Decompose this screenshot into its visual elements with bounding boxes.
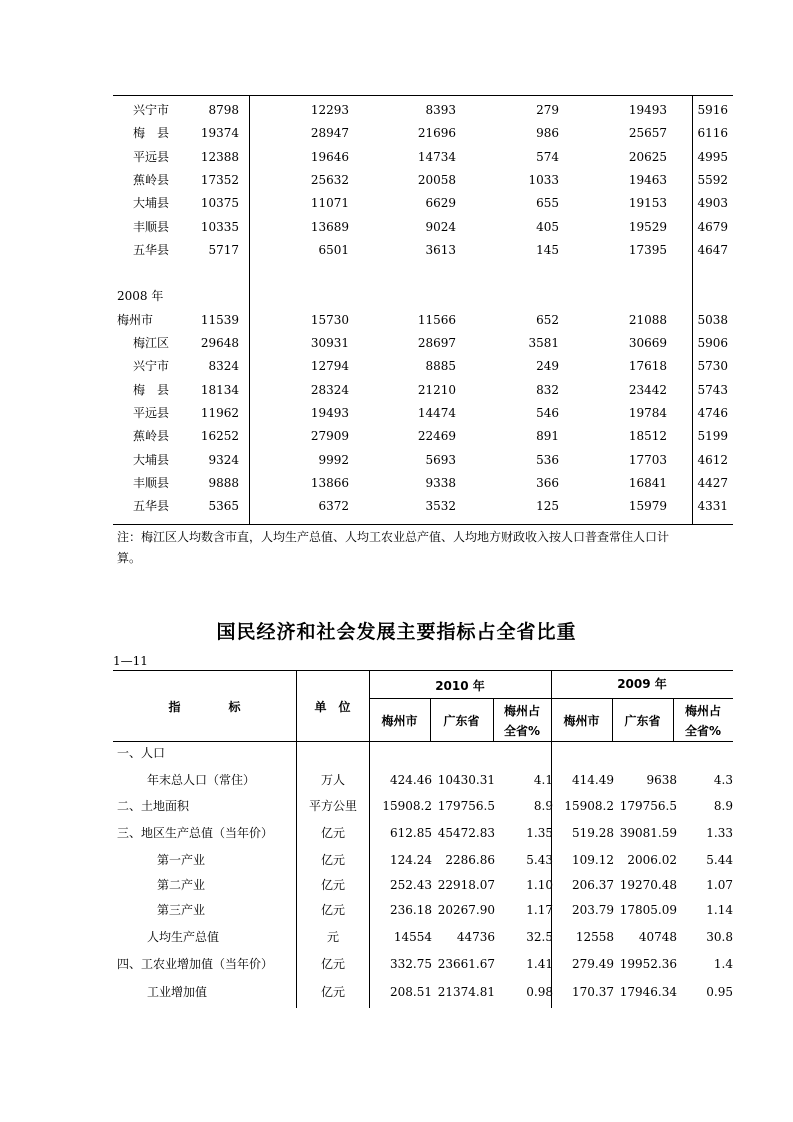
value-cell: 28324 <box>310 382 349 397</box>
value-cell: 19784 <box>628 405 667 420</box>
value-cell: 12293 <box>310 103 349 117</box>
value-cell: 4612 <box>697 452 728 467</box>
value-cell: 20625 <box>628 149 667 164</box>
value-cell: 3581 <box>528 336 559 350</box>
value-cell: 15908.2 <box>564 799 614 813</box>
value-cell: 19374 <box>200 126 239 141</box>
value-cell: 4746 <box>697 405 728 420</box>
indicator-label: 第三产业 <box>157 903 206 917</box>
table-row <box>113 495 733 518</box>
value-cell: 10430.31 <box>437 773 495 787</box>
value-cell: 44736 <box>456 930 495 944</box>
value-cell: 27909 <box>310 429 349 444</box>
value-cell: 19153 <box>628 196 667 211</box>
row-label: 丰顺县 <box>133 475 170 490</box>
value-cell: 14474 <box>417 405 456 420</box>
value-cell: 0.95 <box>706 985 733 999</box>
indicator-label: 三、地区生产总值（当年价） <box>117 826 274 840</box>
value-cell: 21210 <box>417 382 456 397</box>
value-cell: 32.5 <box>526 930 553 944</box>
value-cell: 23442 <box>628 382 667 397</box>
value-cell: 1.41 <box>526 957 553 971</box>
table-row <box>113 332 733 355</box>
header-share-2009-line1: 梅州占 <box>684 704 721 718</box>
value-cell: 40748 <box>638 930 677 944</box>
value-cell: 9638 <box>646 773 677 787</box>
value-cell: 5038 <box>697 312 728 327</box>
value-cell: 15908.2 <box>382 799 432 813</box>
table-row <box>113 849 733 871</box>
table1-top-rule <box>113 95 733 96</box>
value-cell: 1.10 <box>526 878 553 892</box>
value-cell: 28947 <box>310 126 349 141</box>
table-row <box>113 742 733 764</box>
value-cell: 9992 <box>318 452 349 467</box>
value-cell: 208.51 <box>390 985 432 999</box>
value-cell: 8.9 <box>533 799 553 813</box>
value-cell: 23661.67 <box>437 957 495 971</box>
header-meizhou-2009: 梅州市 <box>563 714 600 728</box>
table-row <box>113 953 733 975</box>
value-cell: 124.24 <box>390 853 432 867</box>
table-row <box>113 425 733 448</box>
unit-cell: 亿元 <box>320 903 345 917</box>
header-share-2010-line1: 梅州占 <box>503 704 540 718</box>
indicator-label: 年末总人口（常住） <box>147 773 256 787</box>
header-indicator: 指 标 <box>168 700 241 714</box>
header-unit: 单 位 <box>314 700 351 714</box>
table-row <box>113 192 733 215</box>
indicator-label: 工业增加值 <box>147 985 208 999</box>
row-label: 平远县 <box>133 405 170 420</box>
value-cell: 14554 <box>393 930 432 944</box>
table2-code: 1—11 <box>113 654 148 668</box>
value-cell: 29648 <box>200 336 239 350</box>
value-cell: 19493 <box>628 103 667 117</box>
value-cell: 4903 <box>697 196 728 211</box>
unit-cell: 平方公里 <box>308 799 357 813</box>
value-cell: 4679 <box>697 219 728 234</box>
row-label: 平远县 <box>133 149 170 164</box>
value-cell: 19529 <box>628 219 667 234</box>
table-row <box>113 262 733 285</box>
table-row <box>113 981 733 1003</box>
value-cell: 424.46 <box>390 773 432 787</box>
table-row <box>113 355 733 378</box>
value-cell: 986 <box>536 126 559 141</box>
value-cell: 2006.02 <box>627 853 677 867</box>
row-label: 2008 年 <box>117 289 164 304</box>
value-cell: 891 <box>536 429 559 444</box>
value-cell: 170.37 <box>572 985 614 999</box>
value-cell: 9324 <box>208 452 239 467</box>
note-line: 注：梅江区人均数含市直，人均生产总值、人均工农业总产值、人均地方财政收入按人口普查常住人口计 <box>117 530 670 544</box>
value-cell: 125 <box>536 499 559 514</box>
header-share-2009-line2: 全省% <box>684 724 722 738</box>
table-row <box>113 122 733 145</box>
value-cell: 206.37 <box>572 878 614 892</box>
value-cell: 16252 <box>200 429 239 444</box>
value-cell: 236.18 <box>390 903 432 917</box>
value-cell: 832 <box>536 382 559 397</box>
value-cell: 25657 <box>628 126 667 141</box>
value-cell: 11071 <box>310 196 349 211</box>
value-cell: 145 <box>536 242 559 257</box>
value-cell: 5743 <box>697 382 728 397</box>
value-cell: 179756.5 <box>437 799 495 813</box>
indicator-label: 四、工农业增加值（当年价） <box>117 957 274 971</box>
header-year-2010: 2010 年 <box>435 679 485 693</box>
value-cell: 17703 <box>628 452 667 467</box>
header-guangdong-2009: 广东省 <box>624 714 661 728</box>
value-cell: 13689 <box>310 219 349 234</box>
value-cell: 414.49 <box>572 773 614 787</box>
value-cell: 8324 <box>208 359 239 374</box>
value-cell: 109.12 <box>572 853 614 867</box>
value-cell: 5916 <box>697 103 728 117</box>
row-label: 五华县 <box>133 242 170 257</box>
table-row <box>113 239 733 262</box>
value-cell: 20058 <box>417 172 456 187</box>
value-cell: 1.4 <box>713 957 733 971</box>
table-row <box>113 874 733 896</box>
value-cell: 1.35 <box>526 826 553 840</box>
value-cell: 8798 <box>208 103 239 117</box>
value-cell: 12794 <box>310 359 349 374</box>
value-cell: 652 <box>536 312 559 327</box>
indicator-label: 第一产业 <box>157 853 206 867</box>
table-row <box>113 309 733 332</box>
value-cell: 28697 <box>417 336 456 350</box>
value-cell: 366 <box>536 475 559 490</box>
table1-note <box>117 527 717 569</box>
value-cell: 4.1 <box>533 773 553 787</box>
value-cell: 4427 <box>697 475 728 490</box>
value-cell: 12388 <box>200 149 239 164</box>
unit-cell: 亿元 <box>320 957 345 971</box>
value-cell: 279 <box>536 103 559 117</box>
table-row <box>113 822 733 844</box>
value-cell: 12558 <box>575 930 614 944</box>
value-cell: 5.44 <box>706 853 733 867</box>
value-cell: 1033 <box>528 172 559 187</box>
indicator-label: 第二产业 <box>157 878 206 892</box>
value-cell: 19493 <box>310 405 349 420</box>
value-cell: 17618 <box>628 359 667 374</box>
row-label: 蕉岭县 <box>133 429 170 444</box>
row-label: 梅州市 <box>117 312 154 327</box>
value-cell: 574 <box>536 149 559 164</box>
value-cell: 10375 <box>200 196 239 211</box>
value-cell: 1.33 <box>706 826 733 840</box>
row-label: 五华县 <box>133 499 170 514</box>
value-cell: 5199 <box>697 429 728 444</box>
value-cell: 4331 <box>697 499 728 514</box>
value-cell: 30669 <box>628 336 667 350</box>
value-cell: 8885 <box>425 359 456 374</box>
value-cell: 5693 <box>425 452 456 467</box>
value-cell: 0.98 <box>526 985 553 999</box>
indicator-label: 人均生产总值 <box>147 930 220 944</box>
value-cell: 279.49 <box>572 957 614 971</box>
table-row <box>113 379 733 402</box>
unit-cell: 亿元 <box>320 985 345 999</box>
value-cell: 249 <box>536 359 559 374</box>
value-cell: 6629 <box>425 196 456 211</box>
value-cell: 13866 <box>310 475 349 490</box>
value-cell: 6501 <box>318 242 349 257</box>
row-label: 梅 县 <box>133 126 170 141</box>
header-meizhou-2010: 梅州市 <box>381 714 418 728</box>
row-label: 大埔县 <box>133 196 170 211</box>
value-cell: 10335 <box>200 219 239 234</box>
value-cell: 179756.5 <box>619 799 677 813</box>
value-cell: 519.28 <box>572 826 614 840</box>
value-cell: 45472.83 <box>437 826 495 840</box>
value-cell: 405 <box>536 219 559 234</box>
value-cell: 4.3 <box>713 773 733 787</box>
unit-cell: 万人 <box>320 773 345 787</box>
table1-bottom-rule <box>113 524 733 525</box>
value-cell: 18512 <box>628 429 667 444</box>
row-label: 梅江区 <box>133 336 170 350</box>
value-cell: 39081.59 <box>619 826 677 840</box>
table2-title: 国民经济和社会发展主要指标占全省比重 <box>216 621 577 643</box>
value-cell: 5906 <box>697 336 728 350</box>
value-cell: 3613 <box>425 242 456 257</box>
value-cell: 5717 <box>208 242 239 257</box>
table2-top-rule <box>113 670 733 671</box>
value-cell: 9888 <box>208 475 239 490</box>
table-row <box>113 216 733 239</box>
value-cell: 6116 <box>697 126 728 141</box>
value-cell: 19270.48 <box>619 878 677 892</box>
value-cell: 14734 <box>417 149 456 164</box>
row-label: 丰顺县 <box>133 219 170 234</box>
value-cell: 17946.34 <box>619 985 677 999</box>
note-line: 算。 <box>117 551 142 565</box>
value-cell: 17352 <box>200 172 239 187</box>
value-cell: 203.79 <box>572 903 614 917</box>
value-cell: 20267.90 <box>437 903 495 917</box>
table-row <box>113 795 733 817</box>
value-cell: 21696 <box>417 126 456 141</box>
table-row <box>113 285 733 308</box>
value-cell: 4995 <box>697 149 728 164</box>
value-cell: 16841 <box>628 475 667 490</box>
indicator-label: 二、土地面积 <box>117 799 190 813</box>
header-share-2010-line2: 全省% <box>503 724 541 738</box>
value-cell: 612.85 <box>390 826 432 840</box>
value-cell: 1.17 <box>526 903 553 917</box>
row-label: 蕉岭县 <box>133 172 170 187</box>
row-label: 大埔县 <box>133 452 170 467</box>
value-cell: 5.43 <box>526 853 553 867</box>
value-cell: 1.14 <box>706 903 733 917</box>
header-guangdong-2010: 广东省 <box>443 714 480 728</box>
value-cell: 4647 <box>697 242 728 257</box>
table-row <box>113 146 733 169</box>
value-cell: 22918.07 <box>437 878 495 892</box>
value-cell: 9338 <box>425 475 456 490</box>
value-cell: 2286.86 <box>445 853 495 867</box>
value-cell: 3532 <box>425 499 456 514</box>
value-cell: 15730 <box>310 312 349 327</box>
table-row <box>113 169 733 192</box>
value-cell: 17805.09 <box>619 903 677 917</box>
table-row <box>113 99 733 122</box>
value-cell: 19463 <box>628 172 667 187</box>
table-row <box>113 402 733 425</box>
value-cell: 5592 <box>697 172 728 187</box>
value-cell: 18134 <box>200 382 239 397</box>
value-cell: 5365 <box>208 499 239 514</box>
value-cell: 25632 <box>310 172 349 187</box>
row-label: 梅 县 <box>133 382 170 397</box>
value-cell: 536 <box>536 452 559 467</box>
value-cell: 11962 <box>200 405 239 420</box>
value-cell: 30931 <box>310 336 349 350</box>
header-year-2009: 2009 年 <box>617 677 667 691</box>
value-cell: 30.8 <box>706 930 733 944</box>
table-row <box>113 769 733 791</box>
value-cell: 19646 <box>310 149 349 164</box>
indicator-label: 一、人口 <box>117 746 166 760</box>
row-label: 兴宁市 <box>133 103 170 117</box>
value-cell: 11566 <box>417 312 456 327</box>
value-cell: 6372 <box>318 499 349 514</box>
value-cell: 5730 <box>697 359 728 374</box>
value-cell: 8393 <box>425 103 456 117</box>
value-cell: 546 <box>536 405 559 420</box>
value-cell: 332.75 <box>390 957 432 971</box>
value-cell: 252.43 <box>390 878 432 892</box>
value-cell: 1.07 <box>706 878 733 892</box>
value-cell: 21374.81 <box>437 985 495 999</box>
table-row <box>113 449 733 472</box>
unit-cell: 亿元 <box>320 853 345 867</box>
row-label: 兴宁市 <box>133 359 170 374</box>
unit-cell: 亿元 <box>320 878 345 892</box>
value-cell: 15979 <box>628 499 667 514</box>
value-cell: 11539 <box>200 312 239 327</box>
table-row <box>113 899 733 921</box>
table-row <box>113 926 733 948</box>
table-row <box>113 472 733 495</box>
unit-cell: 亿元 <box>320 826 345 840</box>
value-cell: 17395 <box>628 242 667 257</box>
value-cell: 9024 <box>425 219 456 234</box>
value-cell: 21088 <box>628 312 667 327</box>
value-cell: 655 <box>536 196 559 211</box>
value-cell: 19952.36 <box>619 957 677 971</box>
value-cell: 8.9 <box>713 799 733 813</box>
value-cell: 22469 <box>417 429 456 444</box>
unit-cell: 元 <box>326 930 339 944</box>
